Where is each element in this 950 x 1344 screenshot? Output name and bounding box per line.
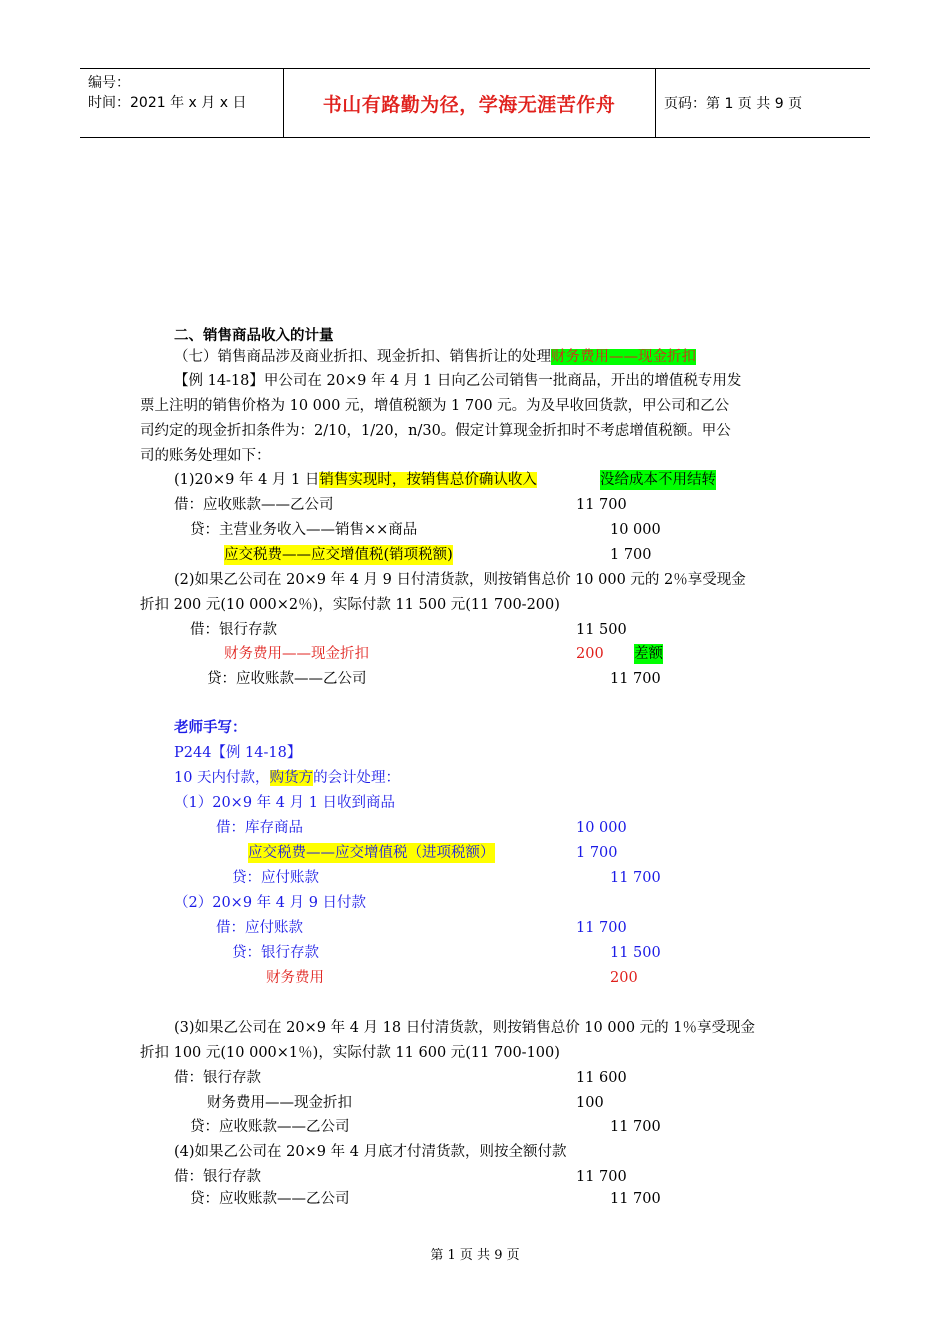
entry-debit: 财务费用——现金折扣 — [224, 646, 369, 662]
entry-amount: 11 700 — [576, 1169, 627, 1185]
step1-note: 销售实现时，按销售总价确认收入 — [319, 472, 537, 488]
entry-credit: 财务费用 — [266, 970, 324, 986]
step1-note-green: 没给成本不用结转 — [600, 472, 716, 488]
entry-amount: 11 700 — [576, 920, 627, 936]
entry-credit: 贷：应付账款 — [232, 870, 319, 886]
teacher-intro-a: 10 天内付款， — [174, 770, 270, 786]
teacher-step2: （2）20×9 年 4 月 9 日付款 — [174, 895, 367, 911]
entry-amount: 11 500 — [610, 945, 661, 961]
entry-debit: 借：银行存款 — [174, 1169, 261, 1185]
subsection-note: 财务费用——现金折扣 — [551, 349, 696, 365]
header-meta — [88, 73, 246, 113]
entry-amount: 11 700 — [610, 671, 661, 687]
entry-amount: 11 600 — [576, 1070, 627, 1086]
subsection-title: （七）销售商品涉及商业折扣、现金折扣、销售折让的处理 — [174, 349, 551, 365]
entry-amount: 11 700 — [610, 870, 661, 886]
difference-note: 差额 — [634, 646, 663, 662]
entry-amount: 200 — [610, 970, 638, 986]
teacher-ref: P244【例 14-18】 — [174, 745, 302, 761]
step1-line — [174, 470, 537, 490]
code-label: 编号： — [88, 75, 130, 91]
step3-line: 折扣 100 元(10 000×1％)，实际付款 11 600 元(11 700-100) — [140, 1045, 560, 1061]
step4-line: (4)如果乙公司在 20×9 年 4 月底才付清货款，则按全额付款 — [174, 1144, 567, 1160]
entry-amount: 11 500 — [576, 622, 627, 638]
entry-debit: 借：应收账款——乙公司 — [174, 497, 334, 513]
entry-amount: 11 700 — [610, 1119, 661, 1135]
time-label: 时间：2021 年 x 月 x 日 — [88, 95, 247, 111]
step2-line: 折扣 200 元(10 000×2％)，实际付款 11 500 元(11 700-200) — [140, 597, 560, 613]
entry-credit: 贷：应收账款——乙公司 — [207, 671, 367, 687]
teacher-intro-b: 购货方 — [269, 770, 314, 786]
teacher-step1: （1）20×9 年 4 月 1 日收到商品 — [174, 795, 396, 811]
step1-date: (1)20×9 年 4 月 1 日 — [174, 472, 320, 488]
example-line: 【例 14-18】甲公司在 20×9 年 4 月 1 日向乙公司销售一批商品，开出的增值税专用发 — [174, 373, 742, 389]
entry-amount: 11 700 — [610, 1191, 661, 1207]
entry-debit: 借：库存商品 — [216, 820, 303, 836]
entry-amount: 100 — [576, 1095, 604, 1111]
entry-credit: 贷：主营业务收入——销售××商品 — [190, 522, 418, 538]
entry-credit: 贷：应收账款——乙公司 — [190, 1191, 350, 1207]
entry-debit: 借：银行存款 — [174, 1070, 261, 1086]
entry-amount: 200 — [576, 646, 604, 662]
teacher-intro — [174, 768, 400, 788]
teacher-intro-c: 的会计处理： — [313, 770, 401, 786]
entry-amount: 10 000 — [576, 820, 627, 836]
section-title: 二、销售商品收入的计量 — [174, 328, 334, 344]
entry-amount: 11 700 — [576, 497, 627, 513]
entry-amount: 1 700 — [576, 845, 618, 861]
step2-line: (2)如果乙公司在 20×9 年 4 月 9 日付清货款，则按销售总价 10 000 元的 2％享受现金 — [174, 572, 746, 588]
example-line: 司约定的现金折扣条件为：2/10，1/20，n/30。假定计算现金折扣时不考虑增值税额。甲公 — [140, 423, 731, 439]
entry-debit: 应交税费——应交增值税（进项税额） — [248, 845, 495, 861]
subsection-line — [174, 347, 696, 367]
entry-amount: 10 000 — [610, 522, 661, 538]
example-line: 票上注明的销售价格为 10 000 元，增值税额为 1 700 元。为及早收回货款，甲公司和乙公 — [140, 398, 730, 414]
entry-debit: 借：银行存款 — [190, 622, 277, 638]
page-footer: 第 1 页 共 9 页 — [430, 1248, 520, 1263]
example-line: 司的账务处理如下： — [140, 448, 271, 464]
entry-amount: 1 700 — [610, 547, 652, 563]
entry-credit: 贷：银行存款 — [232, 945, 319, 961]
header-divider — [655, 69, 656, 137]
entry-credit: 应交税费——应交增值税(销项税额) — [224, 547, 453, 563]
header-page-info: 页码：第 1 页 共 9 页 — [664, 96, 803, 112]
step3-line: (3)如果乙公司在 20×9 年 4 月 18 日付清货款，则按销售总价 10 000 元的 1％享受现金 — [174, 1020, 755, 1036]
entry-debit: 财务费用——现金折扣 — [207, 1095, 352, 1111]
page-header — [80, 68, 870, 138]
teacher-title: 老师手写： — [174, 720, 247, 736]
entry-debit: 借：应付账款 — [216, 920, 303, 936]
entry-credit: 贷：应收账款——乙公司 — [190, 1119, 350, 1135]
header-motto: 书山有路勤为径，学海无涯苦作舟 — [322, 93, 616, 116]
